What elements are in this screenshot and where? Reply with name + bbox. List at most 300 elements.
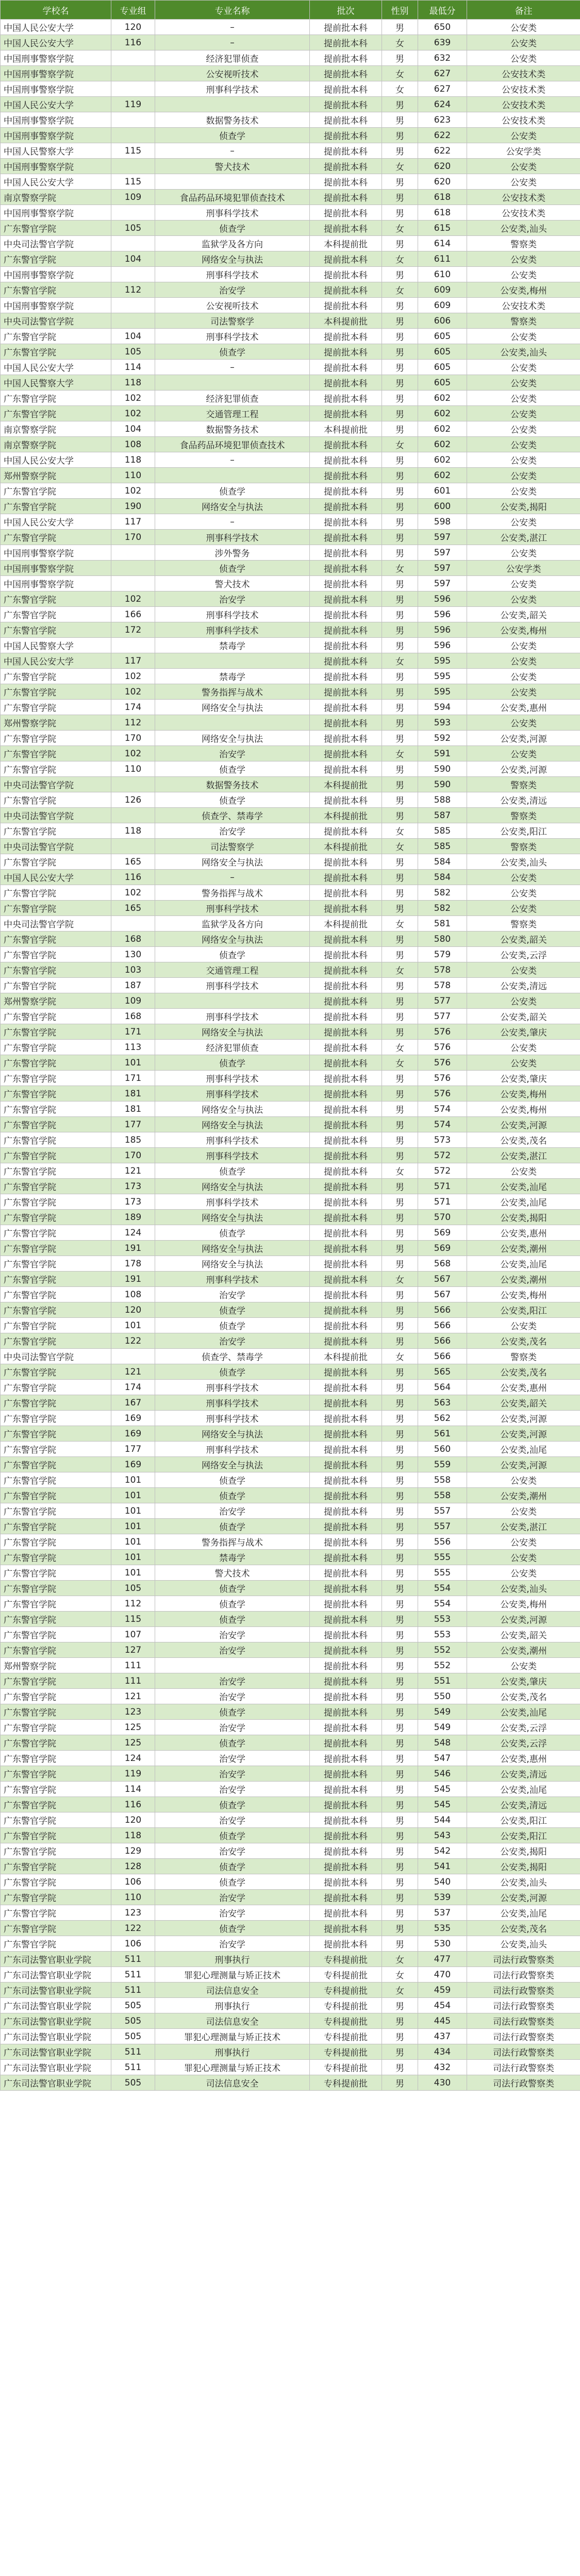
cell-school: 广东警官学院 [1,1689,111,1704]
cell-group: 505 [111,2075,155,2091]
table-row [1,1689,580,1704]
cell-note: 警察类 [467,839,580,854]
cell-min-score: 550 [418,1689,467,1704]
cell-group: 114 [111,1782,155,1797]
cell-batch: 提前批本科 [310,1503,382,1519]
cell-batch: 专科提前批 [310,1967,382,1982]
cell-note: 公安类 [467,1055,580,1071]
cell-note: 公安类,梅州 [467,1101,580,1117]
cell-sex: 男 [382,468,418,483]
cell-school: 广东警官学院 [1,1179,111,1194]
cell-major: 罪犯心理测量与矫正技术 [155,2060,310,2075]
table-row [1,777,580,792]
cell-group: 124 [111,1225,155,1241]
cell-group: 191 [111,1241,155,1256]
cell-note: 公安类 [467,267,580,282]
cell-school: 广东警官学院 [1,1859,111,1874]
cell-sex: 男 [382,1596,418,1612]
cell-sex: 男 [382,1194,418,1210]
cell-major: 刑事科学技术 [155,978,310,993]
cell-note: 公安类,汕尾 [467,1905,580,1921]
table-row [1,1256,580,1272]
cell-group: 101 [111,1534,155,1550]
cell-major: 禁毒学 [155,638,310,653]
cell-batch: 提前批本科 [310,375,382,391]
cell-group: 173 [111,1194,155,1210]
cell-group: 121 [111,1364,155,1380]
table-row [1,854,580,870]
cell-note: 公安类,惠州 [467,700,580,715]
table-row [1,1859,580,1874]
cell-school: 广东司法警官职业学院 [1,2075,111,2091]
cell-min-score: 602 [418,406,467,421]
cell-group: 169 [111,1426,155,1442]
cell-batch: 提前批本科 [310,1488,382,1503]
table-row [1,174,580,190]
cell-min-score: 590 [418,777,467,792]
cell-sex: 男 [382,174,418,190]
cell-sex: 男 [382,854,418,870]
cell-group: 104 [111,329,155,344]
cell-sex: 男 [382,978,418,993]
cell-school: 中国人民公安大学 [1,514,111,530]
cell-group: 185 [111,1132,155,1148]
cell-min-score: 574 [418,1101,467,1117]
cell-note: 公安技术类 [467,97,580,112]
cell-school: 广东警官学院 [1,1117,111,1132]
cell-major: 侦查学 [155,1055,310,1071]
cell-group: 122 [111,1921,155,1936]
cell-batch: 提前批本科 [310,251,382,267]
cell-note: 司法行政警察类 [467,1998,580,2013]
cell-min-score: 566 [418,1318,467,1333]
cell-sex: 男 [382,808,418,823]
table-row [1,700,580,715]
cell-major: 刑事执行 [155,2044,310,2060]
cell-major: 监狱学及各方向 [155,916,310,931]
cell-major: 警务指挥与战术 [155,1534,310,1550]
table-row [1,1472,580,1488]
cell-sex: 男 [382,1287,418,1302]
cell-batch: 提前批本科 [310,684,382,700]
cell-major: 网络安全与执法 [155,1457,310,1472]
cell-note: 公安类 [467,993,580,1009]
table-row [1,823,580,839]
cell-group: 165 [111,901,155,916]
cell-school: 广东警官学院 [1,1782,111,1797]
cell-note: 司法行政警察类 [467,1967,580,1982]
cell-sex: 男 [382,1380,418,1395]
cell-major [155,993,310,1009]
cell-min-score: 547 [418,1751,467,1766]
cell-batch: 提前批本科 [310,406,382,421]
cell-major: – [155,870,310,885]
cell-sex: 男 [382,1488,418,1503]
cell-note: 公安类 [467,375,580,391]
cell-group: 130 [111,947,155,962]
cell-batch: 提前批本科 [310,143,382,159]
cell-sex: 男 [382,20,418,35]
cell-batch: 专科提前批 [310,1998,382,2013]
table-row [1,731,580,746]
cell-batch: 提前批本科 [310,1843,382,1859]
table-row [1,1735,580,1751]
cell-group: 102 [111,483,155,499]
cell-school: 广东警官学院 [1,1024,111,1040]
cell-sex: 男 [382,1689,418,1704]
cell-note: 公安类,湛江 [467,1519,580,1534]
cell-batch: 提前批本科 [310,1890,382,1905]
cell-batch: 提前批本科 [310,638,382,653]
cell-major [155,715,310,731]
cell-note: 公安类,河源 [467,1890,580,1905]
cell-school: 广东警官学院 [1,282,111,298]
cell-min-score: 622 [418,143,467,159]
cell-group [111,159,155,174]
cell-school: 广东警官学院 [1,1565,111,1581]
cell-group: 125 [111,1720,155,1735]
cell-group: 181 [111,1086,155,1101]
cell-note: 公安学类 [467,561,580,576]
table-row [1,1225,580,1241]
cell-group: 105 [111,344,155,360]
cell-group [111,576,155,591]
cell-school: 中央司法警官学院 [1,777,111,792]
cell-school: 广东警官学院 [1,1333,111,1349]
cell-school: 广东警官学院 [1,731,111,746]
cell-major: 侦查学 [155,1364,310,1380]
cell-batch: 提前批本科 [310,1395,382,1411]
cell-sex: 男 [382,591,418,607]
cell-batch: 提前批本科 [310,1472,382,1488]
table-row [1,653,580,669]
table-row [1,1673,580,1689]
cell-min-score: 596 [418,607,467,622]
cell-school: 广东警官学院 [1,1503,111,1519]
header-note: 备注 [467,1,580,20]
table-row [1,344,580,360]
cell-major: 交通管理工程 [155,962,310,978]
cell-batch: 提前批本科 [310,205,382,221]
table-row [1,1457,580,1472]
cell-sex: 男 [382,375,418,391]
table-row [1,391,580,406]
cell-school: 广东警官学院 [1,1612,111,1627]
cell-school: 广东司法警官职业学院 [1,1967,111,1982]
cell-note: 公安类,韶关 [467,607,580,622]
cell-sex: 女 [382,1272,418,1287]
cell-batch: 提前批本科 [310,1163,382,1179]
cell-school: 广东警官学院 [1,684,111,700]
cell-note: 公安类 [467,514,580,530]
cell-major [155,174,310,190]
cell-min-score: 477 [418,1952,467,1967]
cell-major: 刑事科学技术 [155,530,310,545]
cell-min-score: 596 [418,638,467,653]
table-row [1,1952,580,1967]
cell-min-score: 564 [418,1380,467,1395]
table-row [1,1565,580,1581]
cell-note: 公安类 [467,421,580,437]
table-row [1,576,580,591]
cell-major: 刑事科学技术 [155,1395,310,1411]
cell-group [111,298,155,313]
cell-group: 505 [111,2013,155,2029]
cell-note: 公安类 [467,870,580,885]
cell-group: 169 [111,1411,155,1426]
cell-min-score: 594 [418,700,467,715]
table-row [1,1874,580,1890]
cell-major: 经济犯罪侦查 [155,50,310,66]
cell-batch: 提前批本科 [310,1735,382,1751]
cell-batch: 本科提前批 [310,839,382,854]
table-row [1,1982,580,1998]
cell-school: 广东警官学院 [1,901,111,916]
table-row [1,1534,580,1550]
cell-min-score: 595 [418,669,467,684]
cell-note: 公安类 [467,360,580,375]
cell-major: 治安学 [155,1890,310,1905]
cell-sex: 男 [382,1843,418,1859]
table-row [1,251,580,267]
cell-group: 125 [111,1735,155,1751]
cell-note: 公安类,汕头 [467,854,580,870]
cell-min-score: 602 [418,468,467,483]
cell-note: 公安类,汕尾 [467,1194,580,1210]
cell-min-score: 577 [418,1009,467,1024]
cell-group: 118 [111,1828,155,1843]
cell-sex: 男 [382,530,418,545]
cell-batch: 提前批本科 [310,1148,382,1163]
cell-min-score: 567 [418,1287,467,1302]
cell-note: 司法行政警察类 [467,2060,580,2075]
cell-major: 刑事科学技术 [155,1442,310,1457]
cell-batch: 提前批本科 [310,1287,382,1302]
table-row [1,190,580,205]
cell-note: 公安技术类 [467,205,580,221]
cell-min-score: 595 [418,684,467,700]
cell-group: 110 [111,468,155,483]
cell-batch: 提前批本科 [310,1117,382,1132]
cell-note: 公安类,汕尾 [467,1179,580,1194]
cell-school: 郑州警察学院 [1,468,111,483]
cell-min-score: 432 [418,2060,467,2075]
table-row [1,638,580,653]
cell-note: 公安类,清远 [467,1766,580,1782]
cell-min-score: 623 [418,112,467,128]
cell-note: 警察类 [467,313,580,329]
cell-batch: 提前批本科 [310,1905,382,1921]
cell-major: 侦查学 [155,1704,310,1720]
cell-major: 治安学 [155,282,310,298]
cell-major: – [155,452,310,468]
cell-sex: 男 [382,205,418,221]
cell-batch: 本科提前批 [310,236,382,251]
cell-note: 公安类 [467,545,580,561]
cell-min-score: 569 [418,1241,467,1256]
cell-sex: 男 [382,761,418,777]
cell-min-score: 543 [418,1828,467,1843]
cell-batch: 提前批本科 [310,530,382,545]
table-row [1,1596,580,1612]
table-row [1,1287,580,1302]
cell-group: 107 [111,1627,155,1642]
cell-sex: 男 [382,669,418,684]
cell-school: 广东警官学院 [1,1890,111,1905]
table-row [1,20,580,35]
table-row [1,2044,580,2060]
cell-sex: 男 [382,452,418,468]
cell-note: 公安类 [467,576,580,591]
cell-batch: 本科提前批 [310,777,382,792]
table-row [1,483,580,499]
table-row [1,1040,580,1055]
cell-min-score: 611 [418,251,467,267]
cell-group: 101 [111,1565,155,1581]
cell-note: 警察类 [467,777,580,792]
cell-sex: 女 [382,66,418,81]
table-row [1,1055,580,1071]
cell-school: 中国人民公安大学 [1,870,111,885]
cell-major: 治安学 [155,1936,310,1952]
cell-sex: 男 [382,2029,418,2044]
table-row [1,2013,580,2029]
cell-note: 公安类 [467,1163,580,1179]
cell-major: 治安学 [155,1766,310,1782]
cell-school: 广东警官学院 [1,1086,111,1101]
cell-note: 公安类,梅州 [467,1596,580,1612]
cell-major: 数据警务技术 [155,777,310,792]
cell-note: 公安类,云浮 [467,947,580,962]
cell-sex: 男 [382,360,418,375]
cell-major: – [155,20,310,35]
cell-note: 公安类 [467,174,580,190]
cell-note: 公安类,潮州 [467,1241,580,1256]
cell-note: 公安类,阳江 [467,1812,580,1828]
table-row [1,375,580,391]
cell-school: 中国人民公安大学 [1,653,111,669]
cell-group: 120 [111,20,155,35]
cell-school: 广东警官学院 [1,1874,111,1890]
table-row [1,1426,580,1442]
cell-major: 治安学 [155,1673,310,1689]
cell-sex: 女 [382,1055,418,1071]
cell-group: 102 [111,669,155,684]
table-row [1,50,580,66]
cell-batch: 提前批本科 [310,1040,382,1055]
cell-min-score: 560 [418,1442,467,1457]
table-row [1,1148,580,1163]
cell-min-score: 470 [418,1967,467,1982]
table-row [1,1828,580,1843]
cell-batch: 提前批本科 [310,545,382,561]
cell-min-score: 434 [418,2044,467,2060]
cell-min-score: 573 [418,1132,467,1148]
cell-major: 警犬技术 [155,576,310,591]
cell-group: 102 [111,591,155,607]
cell-sex: 男 [382,931,418,947]
cell-sex: 男 [382,2075,418,2091]
cell-group: 101 [111,1550,155,1565]
cell-group: 108 [111,1287,155,1302]
table-row [1,205,580,221]
cell-major: 侦查学 [155,947,310,962]
cell-batch: 提前批本科 [310,360,382,375]
cell-major: 刑事科学技术 [155,1194,310,1210]
cell-note: 公安类 [467,1550,580,1565]
cell-school: 广东警官学院 [1,1256,111,1272]
cell-group: 181 [111,1101,155,1117]
cell-note: 公安类,韶关 [467,1009,580,1024]
cell-major: 侦查学 [155,483,310,499]
table-row [1,66,580,81]
cell-major: 侦查学 [155,1797,310,1812]
cell-min-score: 622 [418,128,467,143]
cell-min-score: 620 [418,159,467,174]
cell-group: 101 [111,1055,155,1071]
table-row [1,1967,580,1982]
cell-school: 广东警官学院 [1,1828,111,1843]
cell-min-score: 576 [418,1024,467,1040]
cell-sex: 男 [382,2013,418,2029]
cell-note: 公安类,揭阳 [467,499,580,514]
cell-note: 公安类 [467,20,580,35]
cell-group: 101 [111,1503,155,1519]
cell-major: 侦查学 [155,1488,310,1503]
cell-note: 公安类,揭阳 [467,1843,580,1859]
cell-min-score: 454 [418,1998,467,2013]
cell-note: 公安类 [467,1503,580,1519]
table-row [1,1612,580,1627]
cell-note: 公安类 [467,1472,580,1488]
cell-major: 刑事科学技术 [155,329,310,344]
table-row [1,159,580,174]
table-row [1,870,580,885]
cell-major: 刑事科学技术 [155,1411,310,1426]
cell-note: 公安类 [467,1040,580,1055]
cell-major: 刑事执行 [155,1998,310,2013]
cell-major: 治安学 [155,1503,310,1519]
cell-group: 177 [111,1117,155,1132]
cell-note: 公安类,茂名 [467,1364,580,1380]
table-row [1,993,580,1009]
cell-group: 121 [111,1689,155,1704]
cell-major: 侦查学 [155,1581,310,1596]
cell-sex: 男 [382,700,418,715]
cell-min-score: 579 [418,947,467,962]
cell-sex: 男 [382,1642,418,1658]
cell-note: 公安类 [467,437,580,452]
cell-batch: 提前批本科 [310,1874,382,1890]
cell-note: 公安类,河源 [467,1117,580,1132]
cell-min-score: 577 [418,993,467,1009]
cell-school: 中国人民公安大学 [1,452,111,468]
cell-school: 中国刑事警察学院 [1,112,111,128]
cell-min-score: 563 [418,1395,467,1411]
cell-major: 禁毒学 [155,1550,310,1565]
table-row [1,1550,580,1565]
cell-group: 129 [111,1843,155,1859]
cell-batch: 提前批本科 [310,962,382,978]
cell-note: 公安类 [467,329,580,344]
cell-min-score: 571 [418,1179,467,1194]
cell-group: 118 [111,452,155,468]
table-row [1,947,580,962]
cell-min-score: 552 [418,1642,467,1658]
table-row [1,298,580,313]
table-row [1,35,580,50]
cell-group: 128 [111,1859,155,1874]
